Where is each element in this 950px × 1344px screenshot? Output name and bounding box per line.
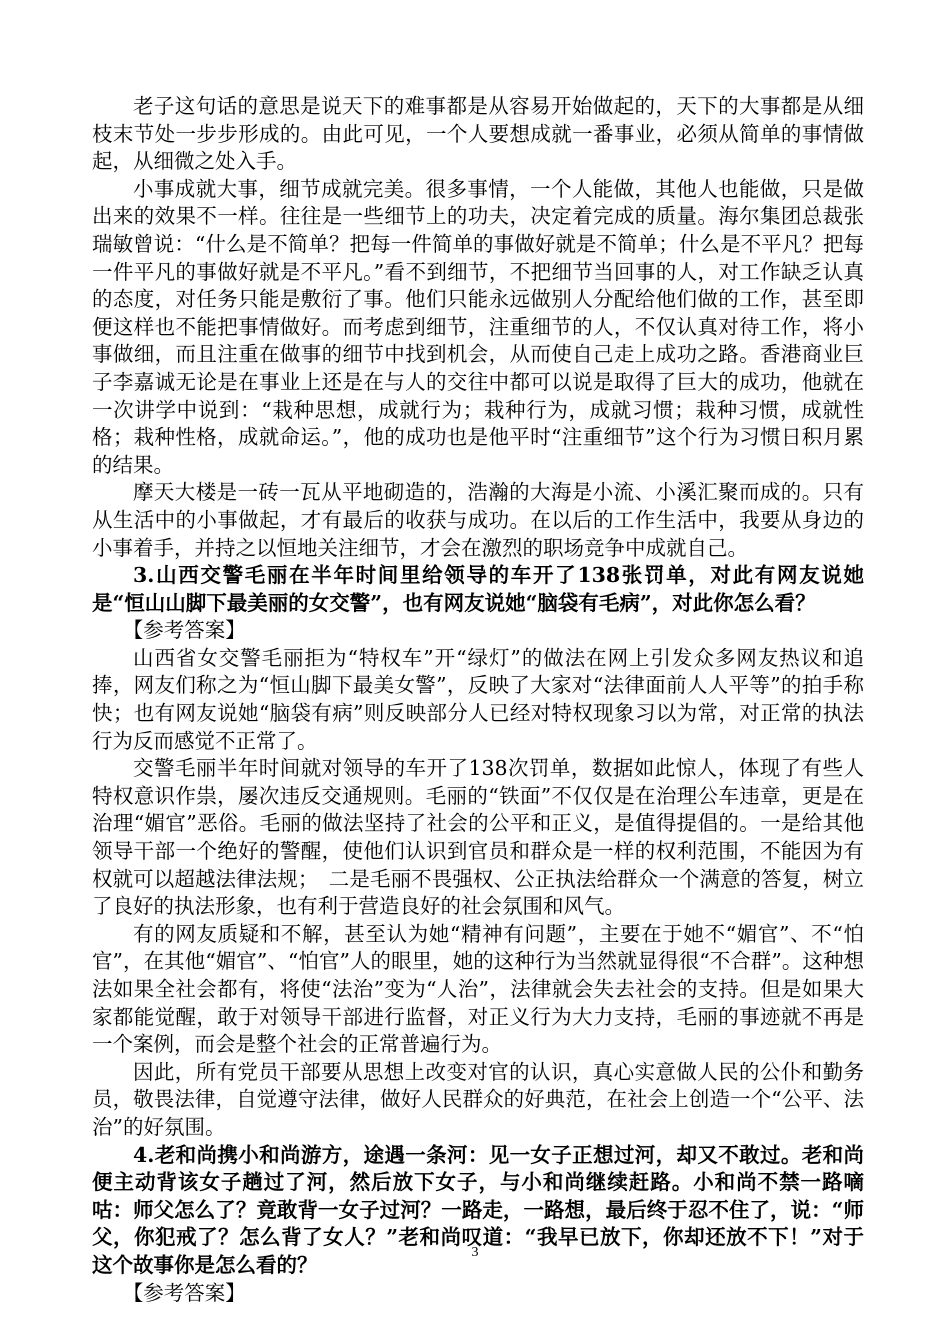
answer-label-4: 【参考答案】 (122, 1280, 246, 1305)
paragraph-skyscraper: 摩天大楼是一砖一瓦从平地砌造的，浩瀚的大海是小流、小溪汇聚而成的。只有从生活中的小事做起，才有最后的收获与成功。在以后的工作生活中，我要从身边的小事着手，并持之以恒地关注细节，才会在激烈的职场竞争中成就自己。 (92, 480, 864, 560)
body-text (92, 93, 864, 1307)
paragraph-answer-3-1: 山西省女交警毛丽拒为“特权车”开“绿灯”的做法在网上引发众多网友热议和追捧，网友们称之为“恒山脚下最美女警”，反映了大家对“法律面前人人平等”的拍手称快；也有网友说她“脑袋有病”则反映部分人已经对特权现象习以为常，对正常的执法行为反而感觉不正常了。 (92, 645, 864, 753)
answer-label-3: 【参考答案】 (122, 618, 246, 643)
paragraph-details-success: 小事成就大事，细节成就完美。很多事情，一个人能做，其他人也能做，只是做出来的效果不一样。往往是一些细节上的功夫，决定着完成的质量。海尔集团总裁张瑞敏曾说：“什么是不简单？把每一件简单的事做好就是不简单；什么是不平凡？把每一件平凡的事做好就是不平凡。”看不到细节，不把细节当回事的人，对工作缺乏认真的态度，对任务只能是敷衍了事。他们只能永远做别人分配给他们做的工作，甚至即便这样也不能把事情做好。而考虑到细节，注重细节的人，不仅认真对待工作，将小事做细，而且注重在做事的细节中找到机会，从而使自己走上成功之路。香港商业巨子李嘉诚无论是在事业上还是在与人的交往中都可以说是取得了巨大的成功，他就在一次讲学中说到：“栽种思想，成就行为；栽种行为，成就习惯；栽种习惯，成就性格；栽种性格，成就命运。”，他的成功也是他平时“注重细节”这个行为习惯日积月累的结果。 (92, 176, 864, 477)
paragraph-laozi-meaning: 老子这句话的意思是说天下的难事都是从容易开始做起的，天下的大事都是从细枝末节处一步步形成的。由此可见，一个人要想成就一番事业，必须从简单的事情做起，从细微之处入手。 (92, 94, 864, 174)
paragraph-answer-3-4: 因此，所有党员干部要从思想上改变对官的认识，真心实意做人民的公仆和勤务员，敬畏法律，自觉遵守法律，做好人民群众的好典范，在社会上创造一个“公平、法治”的好氛围。 (92, 1059, 864, 1139)
paragraph-answer-3-2: 交警毛丽半年时间就对领导的车开了138次罚单，数据如此惊人，体现了有些人特权意识作祟，屡次违反交通规则。毛丽的“铁面”不仅仅是在治理公车违章，更是在治理“媚官”恶俗。毛丽的做法坚持了社会的公平和正义，是值得提倡的。一是给其他领导干部一个绝好的警醒，使他们认识到官员和群众是一样的权利范围，不能因为有权就可以超越法律法规； 二是毛丽不畏强权、公正执法给群众一个满意的答复，树立了良好的执法形象，也有利于营造良好的社会氛围和风气。 (92, 756, 864, 919)
question-4: 4.老和尚携小和尚游方，途遇一条河：见一女子正想过河，却又不敢过。老和尚便主动背该女子趟过了河，然后放下女子，与小和尚继续赶路。小和尚不禁一路嘀咕：师父怎么了？竟敢背一女子过河？一路走，一路想，最后终于忍不住了，说：“师父，你犯戒了？怎么背了女人？”老和尚叹道：“我早已放下，你却还放不下！”对于这个故事你是怎么看的？ (92, 1142, 864, 1277)
question-3: 3.山西交警毛丽在半年时间里给领导的车开了138张罚单，对此有网友说她是“恒山山脚下最美丽的女交警”，也有网友说她“脑袋有毛病”，对此你怎么看？ (92, 563, 864, 615)
paragraph-answer-3-3: 有的网友质疑和不解，甚至认为她“精神有问题”，主要在于她不“媚官”、不“怕官”，在其他“媚官”、“怕官”人的眼里，她的这种行为当然就显得很“不合群”。这种想法如果全社会都有，将使“法治”变为“人治”，法律就会失去社会的支持。但是如果大家都能觉醒，敢于对领导干部进行监督，对正义行为大力支持，毛丽的事迹就不再是一个案例，而会是整个社会的正常普遍行为。 (92, 921, 864, 1057)
page-number: 3 (471, 1245, 479, 1260)
